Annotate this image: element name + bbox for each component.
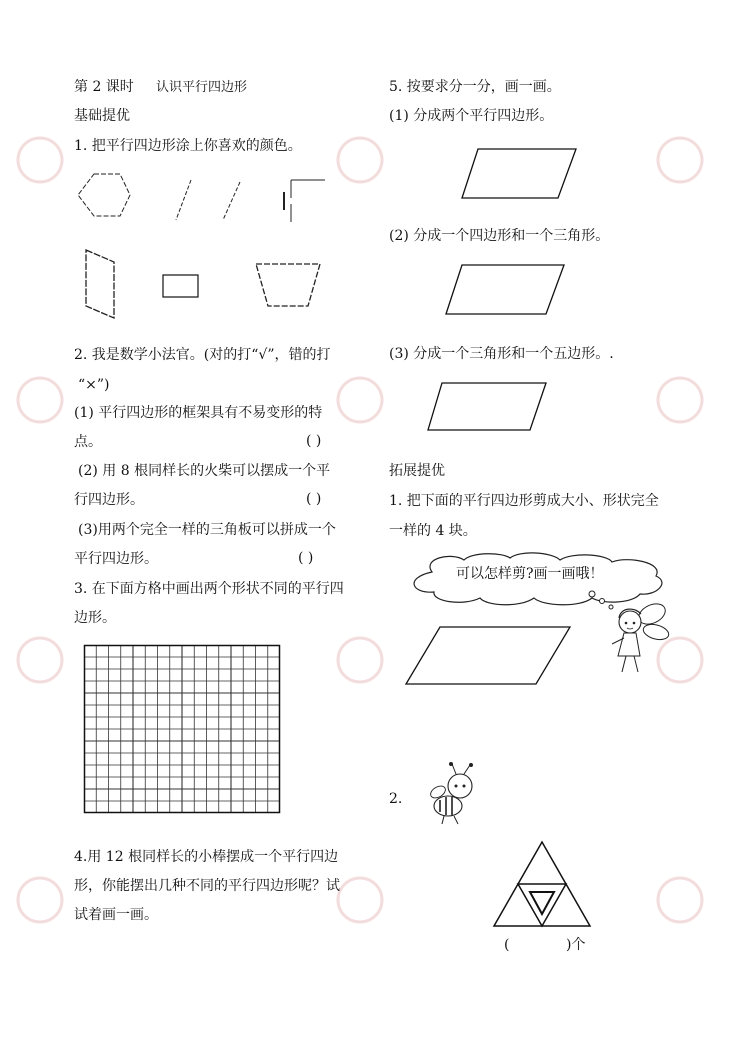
bee-illustration [426,762,484,826]
watermark-circle [338,378,382,422]
ext2-answer-open[interactable]: ( [504,937,510,953]
q2-item3-line1: (3)用两个完全一样的三角板可以拼成一个 [78,522,336,538]
q2-item1-line2: 点。 [74,434,102,450]
q5-parallelogram-1[interactable] [460,148,580,200]
q3-line1: 3. 在下面方格中画出两个形状不同的平行四 [74,581,344,597]
watermark-circle [658,138,702,182]
thought-bubble-text: 可以怎样剪?画一画哦！ [456,566,604,582]
q3-grid[interactable] [84,645,280,813]
tall-parallelogram [86,250,114,318]
lesson-number: 第 2 课时 [74,79,134,95]
watermark-circle [18,638,62,682]
q2-line1: 2. 我是数学小法官。(对的打“√”，错的打 [74,347,331,363]
ext2-triangle-figure [492,840,592,930]
q3-line2: 边形。 [74,610,116,626]
watermark-circle [338,638,382,682]
q2-line2: “×”) [78,377,110,393]
watermark-circle [18,378,62,422]
ext1-parallelogram[interactable] [404,626,574,686]
q2-item2-blank[interactable]: ( ) [306,491,322,507]
q2-item3-line2: 平行四边形。 [74,551,158,567]
lesson-title: 认识平行四边形 [156,80,248,95]
section-basic: 基础提优 [74,108,130,124]
watermark-circle [658,378,702,422]
slanted-line-1 [176,180,191,220]
q2-item1-blank[interactable]: ( ) [306,433,322,449]
q2-item3-blank[interactable]: ( ) [298,550,314,566]
watermark-circle [338,878,382,922]
slanted-line-2 [223,182,240,220]
watermark-circle [658,878,702,922]
ext2-answer-close: )个 [566,937,586,953]
ext1-line2: 一样的 4 块。 [389,523,477,539]
watermark-circle [18,878,62,922]
watermark-circle [18,138,62,182]
q5-text: 5. 按要求分一分，画一画。 [389,79,561,95]
q4-line2: 形，你能摆出几种不同的平行四边形呢？试 [74,878,340,894]
q2-item2-line2: 行四边形。 [74,492,144,508]
q5-part1: (1) 分成两个平行四边形。 [389,108,554,124]
ext2-label: 2. [389,791,403,807]
q4-line1: 4.用 12 根同样长的小棒摆成一个平行四边 [74,849,339,865]
q1-shapes [70,170,340,320]
q4-line3: 试着画一画。 [74,907,158,923]
rectangle-shape [163,275,198,297]
ext1-line1: 1. 把下面的平行四边形剪成大小、形状完全 [389,493,659,509]
q2-item1-line1: (1) 平行四边形的框架具有不易变形的特 [74,405,323,421]
q5-part3: (3) 分成一个三角形和一个五边形。. [389,346,614,362]
section-extension: 拓展提优 [389,463,445,479]
q1-text: 1. 把平行四边形涂上你喜欢的颜色。 [74,138,302,154]
q5-parallelogram-3[interactable] [426,382,550,432]
fairy-illustration [604,598,674,678]
q5-part2: (2) 分成一个四边形和一个三角形。 [389,228,610,244]
watermark-circle [338,138,382,182]
trapezoid-shape [256,264,320,306]
q5-parallelogram-2[interactable] [444,264,568,316]
hexagon-shape [78,174,130,216]
q2-item2-line1: (2) 用 8 根同样长的火柴可以摆成一个平 [78,463,331,479]
